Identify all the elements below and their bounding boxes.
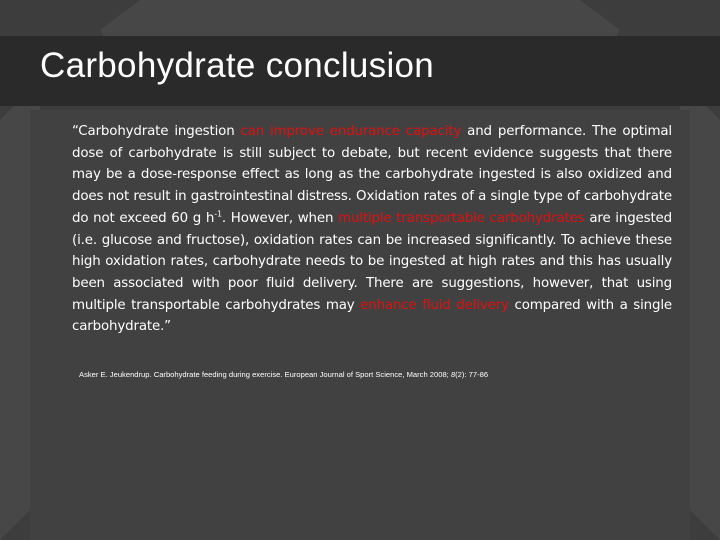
superscript-unit: -1 (214, 209, 222, 219)
citation-text: Asker E. Jeukendrup. Carbohydrate feeding during exercise. European Journal of Sport Science, March 2008; (79, 370, 451, 379)
citation-issue: (2): 77-86 (455, 370, 489, 379)
quote-text-part: are ingested (i.e. glucose and fructose), oxidation rates can be increased significantly. To achieve these high oxidation rates, carbohydrate needs to be ingested at high rates and this has usually been associated with poor fluid delivery. There are suggestions, however, that using multiple transportable carbohydrates may (72, 210, 672, 313)
slide-title: Carbohydrate conclusion (40, 46, 435, 85)
highlight-multiple-transportable-carbohydrates: multiple transportable carbohydrates (338, 210, 585, 226)
citation-volume: 8 (450, 370, 456, 379)
quote-paragraph (72, 121, 672, 338)
quote-text-part: “Carbohydrate ingestion (72, 124, 241, 139)
citation (79, 370, 679, 379)
quote-text-part: compared with a single carbohydrate.” (72, 297, 673, 335)
highlight-enhance-fluid-delivery: enhance fluid delivery (360, 297, 509, 313)
highlight-endurance-capacity: can improve endurance capacity (240, 124, 462, 139)
quote-text-part: and performance. The optimal dose of carbohydrate is still subject to debate, but recent evidence suggests that there may be a dose-response effect as long as the carbohydrate ingested is also oxidized and does not result in gastrointestinal distress. Oxidation rates of a single type of carbohydrate do not exceed 60 g h (72, 124, 673, 226)
quote-text-part: . However, when (221, 210, 339, 226)
